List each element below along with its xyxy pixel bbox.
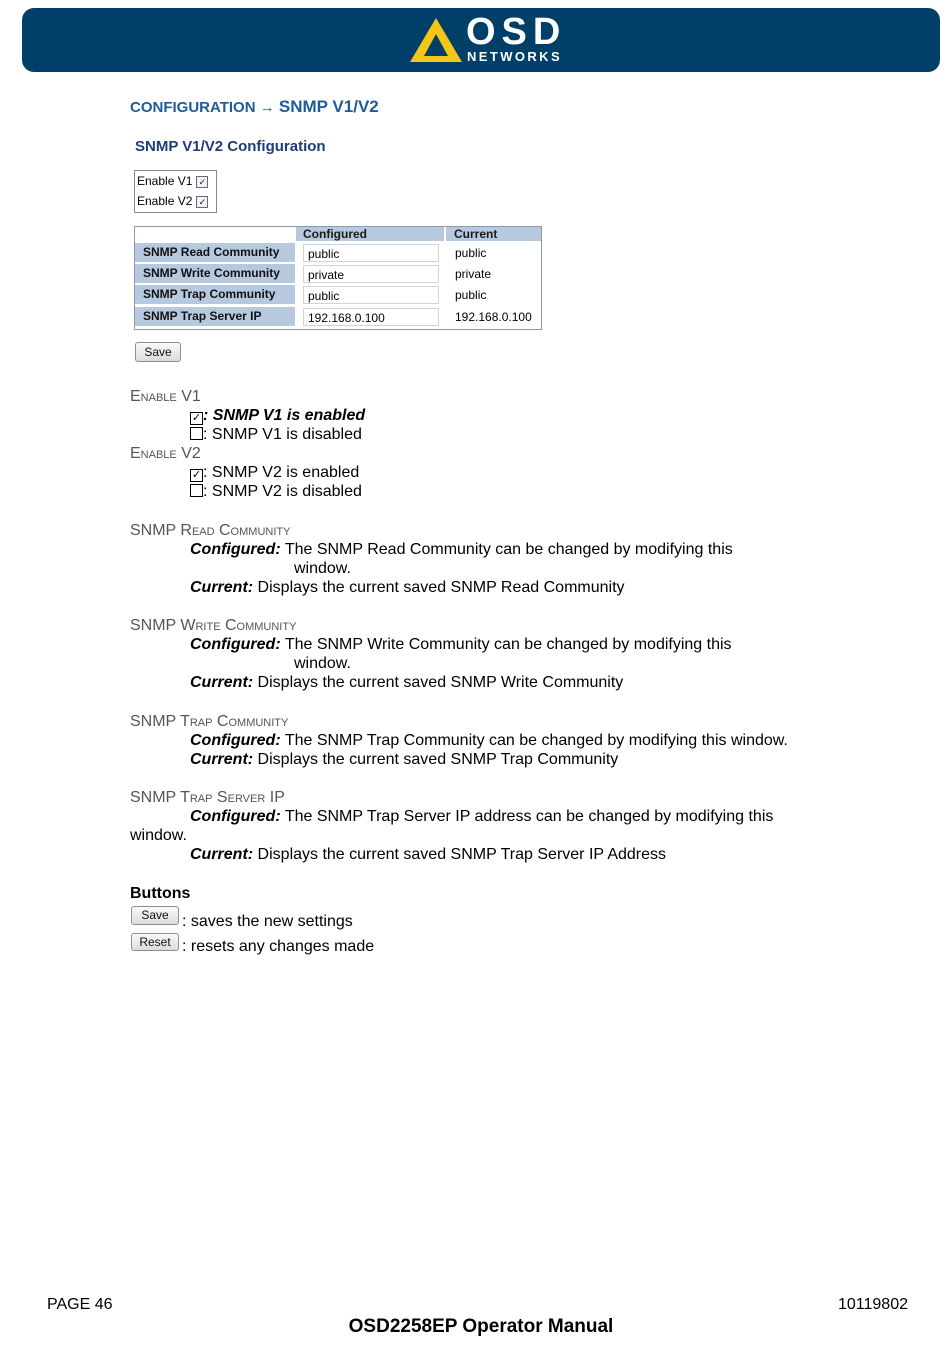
row-label-write-community: SNMP Write Community <box>135 264 295 283</box>
ui-title: SNMP V1/V2 Configuration <box>135 138 326 155</box>
row-label-trap-server-ip: SNMP Trap Server IP <box>135 307 295 326</box>
write-current-desc <box>190 673 623 692</box>
row-label-read-community: SNMP Read Community <box>135 243 295 262</box>
read-current-desc <box>190 578 625 597</box>
heading-enable-v1: Enable V1 <box>130 388 201 405</box>
heading-write-community: SNMP Write Community <box>130 617 297 634</box>
save-desc: : saves the new settings <box>182 913 353 930</box>
current-label: Current: <box>190 674 254 691</box>
logo-subtext: NETWORKS <box>467 49 563 64</box>
enable-v1-label: Enable V1 <box>137 174 193 188</box>
trap-ip-configured-cont: window. <box>130 827 187 844</box>
enable-v2-row <box>137 192 208 210</box>
trap-ip-current-desc <box>190 845 666 864</box>
configured-label: Configured: <box>190 541 281 558</box>
heading-trap-community: SNMP Trap Community <box>130 713 289 730</box>
trap-community-input[interactable]: public <box>303 286 439 304</box>
trap-current-text: Displays the current saved SNMP Trap Community <box>253 751 619 768</box>
trap-server-ip-input[interactable]: 192.168.0.100 <box>303 308 439 326</box>
enable-v1-checked-text: : SNMP V1 is enabled <box>203 407 366 424</box>
trap-ip-current-text: Displays the current saved SNMP Trap Server IP Address <box>253 846 667 863</box>
trap-community-current: public <box>455 288 487 302</box>
column-header-current: Current <box>446 227 541 241</box>
trap-configured-text: The SNMP Trap Community can be changed by modifying this window. <box>280 732 788 749</box>
enable-options-box <box>134 170 217 213</box>
checked-box-icon: ✓ <box>191 412 202 424</box>
legend-reset-button: Reset <box>131 933 179 951</box>
current-label: Current: <box>190 751 254 768</box>
trap-ip-configured-desc <box>190 807 773 826</box>
heading-read-community: SNMP Read Community <box>130 522 291 539</box>
trap-ip-configured-text: The SNMP Trap Server IP address can be changed by modifying this <box>280 808 774 825</box>
unchecked-box-icon <box>190 427 203 440</box>
row-label-trap-community: SNMP Trap Community <box>135 285 295 304</box>
unchecked-box-icon <box>190 484 203 497</box>
doc-number: 10119802 <box>838 1296 908 1313</box>
enable-v1-checked-desc <box>190 406 365 425</box>
configured-label: Configured: <box>190 636 281 653</box>
breadcrumb-page: SNMP V1/V2 <box>278 97 379 116</box>
write-community-current: private <box>455 267 492 281</box>
enable-v1-row <box>137 172 208 190</box>
page-number: PAGE 46 <box>47 1296 113 1313</box>
trap-current-desc <box>190 750 618 769</box>
heading-buttons: Buttons <box>130 885 191 902</box>
column-header-configured: Configured <box>296 227 444 241</box>
heading-enable-v2: Enable V2 <box>130 445 201 462</box>
enable-v2-unchecked-text: : SNMP V2 is disabled <box>203 483 362 500</box>
trap-server-ip-current: 192.168.0.100 <box>455 310 532 324</box>
current-label: Current: <box>190 579 254 596</box>
write-configured-desc <box>190 635 732 654</box>
breadcrumb-arrow: → <box>259 99 275 116</box>
heading-trap-server-ip: SNMP Trap Server IP <box>130 789 285 806</box>
logo-text: OSD <box>466 11 567 53</box>
configured-label: Configured: <box>190 732 281 749</box>
snmp-config-table <box>134 226 542 330</box>
read-configured-cont: window. <box>294 560 351 577</box>
write-community-input[interactable]: private <box>303 265 439 283</box>
enable-v2-checkbox[interactable]: ✓ <box>196 196 208 208</box>
enable-v1-unchecked-text: : SNMP V1 is disabled <box>203 426 362 443</box>
save-button[interactable]: Save <box>135 342 181 362</box>
configured-label: Configured: <box>190 808 281 825</box>
enable-v1-unchecked-desc <box>190 425 362 444</box>
enable-v2-label: Enable V2 <box>137 194 193 208</box>
read-configured-text: The SNMP Read Community can be changed by modifying this <box>280 541 733 558</box>
read-community-current: public <box>455 246 487 260</box>
breadcrumb-section: CONFIGURATION <box>130 99 256 116</box>
write-configured-cont: window. <box>294 655 351 672</box>
read-current-text: Displays the current saved SNMP Read Community <box>253 579 625 596</box>
enable-v1-checkbox[interactable]: ✓ <box>196 176 208 188</box>
enable-v2-unchecked-desc <box>190 482 362 501</box>
enable-v2-checked-desc <box>190 463 359 482</box>
section-heading <box>130 98 379 117</box>
write-current-text: Displays the current saved SNMP Write Community <box>253 674 624 691</box>
checked-box-icon: ✓ <box>191 469 202 481</box>
enable-v2-checked-text: : SNMP V2 is enabled <box>203 464 360 481</box>
current-label: Current: <box>190 846 254 863</box>
trap-configured-desc <box>190 731 788 750</box>
logo-triangle-icon <box>408 16 464 64</box>
read-community-input[interactable]: public <box>303 244 439 262</box>
legend-save-button: Save <box>131 906 179 925</box>
read-configured-desc <box>190 540 733 559</box>
document-title: OSD2258EP Operator Manual <box>348 1316 614 1337</box>
reset-desc: : resets any changes made <box>182 938 375 955</box>
write-configured-text: The SNMP Write Community can be changed by modifying this <box>280 636 732 653</box>
